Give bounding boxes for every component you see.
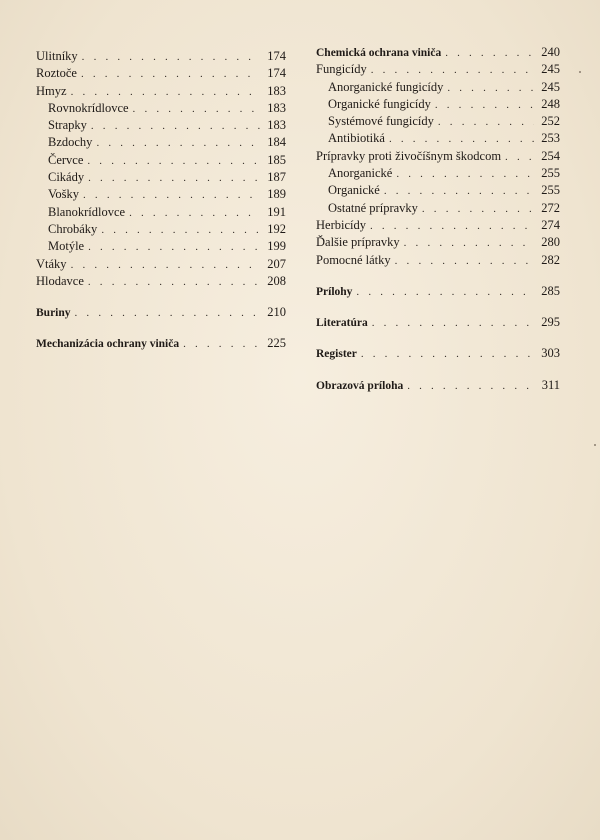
toc-subentry bbox=[316, 165, 560, 182]
toc-entry-label: Organické fungicídy bbox=[328, 96, 431, 111]
toc-entry-label: Herbicídy bbox=[316, 217, 366, 232]
toc-subentry bbox=[36, 186, 286, 203]
leader-dots bbox=[389, 131, 534, 147]
toc-entry-label: Rovnokrídlovce bbox=[48, 100, 129, 115]
toc-chapter bbox=[36, 335, 286, 352]
leader-dots bbox=[447, 80, 534, 96]
toc-entry-page: 210 bbox=[267, 305, 286, 320]
leader-dots bbox=[91, 118, 260, 134]
toc-entry-label: Anorganické fungicídy bbox=[328, 79, 444, 94]
leader-dots bbox=[396, 166, 534, 182]
toc-entry-page: 192 bbox=[267, 221, 286, 236]
toc-entry-page: 191 bbox=[267, 204, 286, 219]
leader-dots bbox=[88, 239, 260, 255]
toc-entry-page: 311 bbox=[541, 377, 560, 392]
toc-entry-label: Fungicídy bbox=[316, 62, 367, 77]
section-spacer bbox=[316, 331, 560, 345]
leader-dots bbox=[82, 49, 260, 65]
toc-chapter bbox=[316, 377, 560, 394]
toc-entry bbox=[36, 273, 286, 290]
toc-entry-page: 272 bbox=[541, 200, 560, 215]
leader-dots bbox=[71, 84, 260, 100]
leader-dots bbox=[83, 187, 260, 203]
toc-entry bbox=[316, 61, 560, 78]
toc-entry-label: Chemická ochrana viniča bbox=[316, 47, 442, 59]
toc-entry-page: 303 bbox=[541, 346, 560, 361]
toc-entry-label: Hmyz bbox=[36, 83, 67, 98]
toc-entry-label: Mechanizácia ochrany viniča bbox=[36, 338, 180, 351]
leader-dots bbox=[384, 183, 534, 199]
toc-entry-label: Bzdochy bbox=[48, 135, 93, 150]
toc-entry-page: 183 bbox=[267, 100, 286, 115]
leader-dots bbox=[361, 346, 534, 362]
toc-subentry bbox=[36, 169, 286, 186]
toc-entry-page: 245 bbox=[541, 79, 560, 94]
toc-entry-label: Ulitníky bbox=[36, 49, 78, 63]
toc-subentry bbox=[316, 113, 560, 130]
leader-dots bbox=[183, 336, 260, 352]
toc-entry-page: 185 bbox=[267, 152, 286, 167]
leader-dots bbox=[395, 253, 534, 269]
toc-entry bbox=[316, 148, 560, 165]
toc-entry-label: Pomocné látky bbox=[316, 252, 391, 267]
toc-entry-label: Hlodavce bbox=[36, 273, 84, 288]
section-spacer bbox=[316, 269, 560, 283]
leader-dots bbox=[371, 62, 534, 78]
toc-entry-label: Prípravky proti živočíšnym škodcom bbox=[316, 148, 502, 163]
toc-entry bbox=[36, 48, 286, 65]
toc-chapter bbox=[316, 345, 560, 362]
toc-entry-page: 174 bbox=[267, 49, 286, 63]
section-spacer bbox=[36, 290, 286, 304]
toc-entry-page: 253 bbox=[541, 131, 560, 146]
toc-entry-label: Blanokrídlovce bbox=[48, 204, 126, 219]
leader-dots bbox=[88, 274, 260, 290]
toc-subentry bbox=[316, 130, 560, 147]
toc-entry-label: Červce bbox=[48, 152, 84, 167]
toc-left-column bbox=[36, 48, 286, 353]
toc-subentry bbox=[36, 134, 286, 151]
toc-entry-label: Register bbox=[316, 348, 357, 361]
toc-entry-page: 240 bbox=[541, 45, 560, 59]
toc-entry-label: Strapky bbox=[48, 118, 87, 133]
toc-subentry bbox=[36, 117, 286, 134]
toc-entry-page: 187 bbox=[267, 170, 286, 185]
toc-entry-page: 255 bbox=[541, 183, 560, 198]
toc-chapter bbox=[316, 283, 560, 300]
toc-entry-page: 255 bbox=[541, 166, 560, 181]
leader-dots bbox=[422, 201, 534, 217]
toc-subentry bbox=[316, 79, 560, 96]
toc-entry-label: Ostatné prípravky bbox=[328, 200, 418, 215]
leader-dots bbox=[75, 305, 260, 321]
leader-dots bbox=[81, 66, 260, 82]
toc-entry-label: Literatúra bbox=[316, 317, 368, 330]
toc-entry bbox=[316, 252, 560, 269]
toc-entry-label: Vtáky bbox=[36, 256, 67, 271]
toc-subentry bbox=[36, 238, 286, 255]
leader-dots bbox=[133, 101, 260, 117]
toc-entry-label: Buriny bbox=[36, 307, 71, 320]
toc-entry-page: 248 bbox=[541, 96, 560, 111]
leader-dots bbox=[372, 315, 534, 331]
toc-entry-label: Cikády bbox=[48, 170, 85, 185]
toc-chapter bbox=[36, 304, 286, 321]
toc-entry-page: 225 bbox=[267, 336, 286, 351]
toc-entry-page: 183 bbox=[267, 118, 286, 133]
leader-dots bbox=[356, 284, 534, 300]
toc-chapter bbox=[316, 314, 560, 331]
leader-dots bbox=[96, 135, 260, 151]
toc-entry-label: Roztoče bbox=[36, 66, 77, 81]
section-spacer bbox=[316, 363, 560, 377]
toc-entry-label: Antibiotiká bbox=[328, 131, 385, 146]
toc-entry bbox=[36, 83, 286, 100]
toc-subentry bbox=[316, 182, 560, 199]
leader-dots bbox=[129, 205, 260, 221]
toc-entry-label: Prílohy bbox=[316, 285, 353, 298]
toc-entry-label: Anorganické bbox=[328, 166, 393, 181]
toc-entry-page: 208 bbox=[267, 273, 286, 288]
toc-subentry bbox=[36, 221, 286, 238]
section-spacer bbox=[316, 300, 560, 314]
toc-entry-page: 189 bbox=[267, 187, 286, 202]
toc-entry-page: 245 bbox=[541, 62, 560, 77]
toc-subentry bbox=[316, 200, 560, 217]
toc-entry-label: Ďalšie prípravky bbox=[316, 235, 400, 250]
leader-dots bbox=[505, 149, 534, 165]
leader-dots bbox=[87, 153, 260, 169]
leader-dots bbox=[407, 378, 534, 394]
toc-entry-page: 183 bbox=[267, 83, 286, 98]
toc-entry-page: 207 bbox=[267, 256, 286, 271]
toc-entry-label: Obrazová príloha bbox=[316, 379, 404, 392]
toc-entry bbox=[36, 65, 286, 82]
toc-subentry bbox=[36, 100, 286, 117]
toc-entry-page: 280 bbox=[541, 235, 560, 250]
toc-entry-page: 199 bbox=[267, 239, 286, 254]
toc-chapter bbox=[316, 44, 560, 61]
leader-dots bbox=[71, 257, 260, 273]
toc-subentry bbox=[316, 96, 560, 113]
leader-dots bbox=[435, 97, 534, 113]
toc-entry-label: Vošky bbox=[48, 187, 80, 202]
toc-entry bbox=[316, 234, 560, 251]
leader-dots bbox=[101, 222, 260, 238]
toc-entry bbox=[36, 256, 286, 273]
leader-dots bbox=[370, 218, 534, 234]
paper-speck bbox=[594, 444, 596, 446]
toc-entry-page: 274 bbox=[541, 217, 560, 232]
toc-entry-page: 282 bbox=[541, 252, 560, 267]
toc-entry-page: 295 bbox=[541, 315, 560, 330]
toc-entry-page: 174 bbox=[267, 66, 286, 81]
leader-dots bbox=[445, 45, 534, 61]
toc-entry-label: Systémové fungicídy bbox=[328, 114, 434, 129]
toc-entry-label: Organické bbox=[328, 183, 380, 198]
toc-entry-page: 184 bbox=[267, 135, 286, 150]
leader-dots bbox=[438, 114, 534, 130]
section-spacer bbox=[36, 321, 286, 335]
toc-subentry bbox=[36, 204, 286, 221]
paper-speck bbox=[579, 71, 581, 73]
toc-right-column bbox=[316, 44, 560, 394]
toc-entry-label: Motýle bbox=[48, 239, 85, 254]
leader-dots bbox=[88, 170, 260, 186]
leader-dots bbox=[404, 235, 534, 251]
toc-entry-page: 254 bbox=[541, 148, 560, 163]
toc-subentry bbox=[36, 152, 286, 169]
toc-entry-label: Chrobáky bbox=[48, 221, 98, 236]
toc-entry-page: 285 bbox=[541, 283, 560, 298]
toc-entry-page: 252 bbox=[541, 114, 560, 129]
toc-entry bbox=[316, 217, 560, 234]
